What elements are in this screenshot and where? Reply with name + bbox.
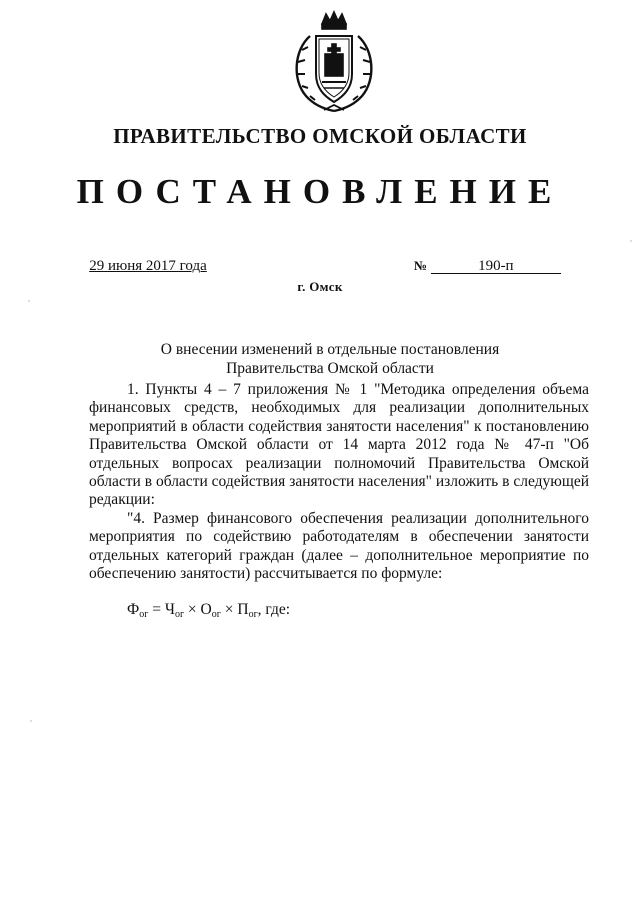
document-date: 29 июня 2017 года: [89, 258, 207, 274]
document-number: [414, 258, 574, 275]
document-title: [80, 340, 580, 378]
scan-speck: [30, 720, 32, 722]
document-type: ПОСТАНОВЛЕНИЕ: [76, 172, 564, 211]
title-line-1: О внесении изменений в отдельные постановления: [160, 341, 500, 358]
document-body: [89, 381, 589, 636]
scan-speck: [28, 300, 30, 302]
coat-of-arms-icon: [288, 10, 380, 116]
paragraph-2: "4. Размер финансового обеспечения реализации дополнительного мероприятия по содействию работодателям в обеспечении занятости отдельных категорий граждан (далее – дополнительное мероприятие по обеспечению занятости) рассчитывается по формуле:: [89, 509, 589, 583]
title-line-2: Правительства Омской области: [226, 360, 434, 377]
formula: $Ф_{ог} = Ч_{ог} \times О_{ог} \times П_{ог}$, где:: [127, 601, 291, 621]
number-value: 190-п: [431, 259, 561, 274]
city: г. Омск: [297, 279, 343, 294]
number-label: №: [414, 258, 428, 273]
scan-speck: [630, 240, 632, 242]
paragraph-1: 1. Пункты 4 – 7 приложения № 1 "Методика определения объема финансовых средств, необходимых для реализации дополнительных мероприятий в области содействия занятости населения" к постановлению Правительства Омской области от 14 марта 2012 года № 47-п "Об отдельных вопросах реализации полномочий Правительства Омской области в области содействия занятости населения" изложить в следующей редакции:: [89, 381, 589, 509]
organization-name: ПРАВИТЕЛЬСТВО ОМСКОЙ ОБЛАСТИ: [113, 124, 527, 148]
